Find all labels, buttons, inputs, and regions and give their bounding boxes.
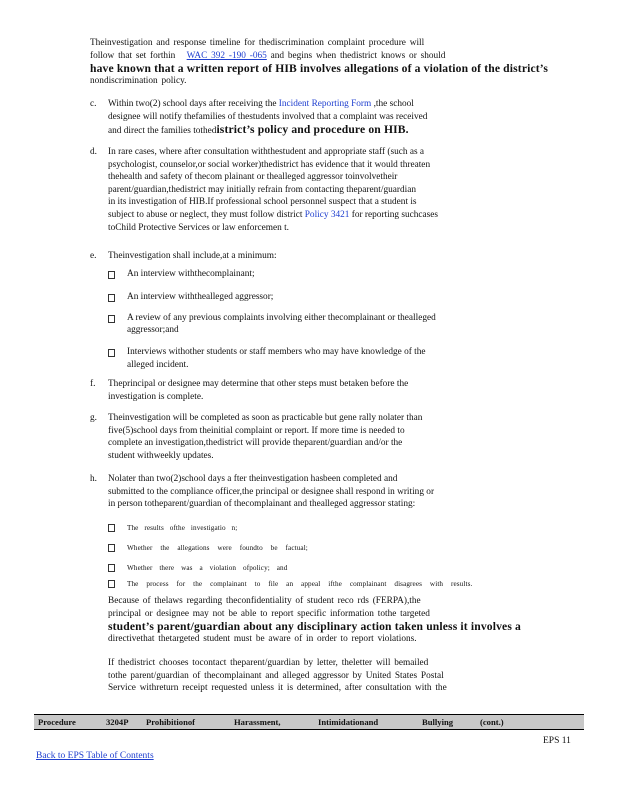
- item-body: [108, 146, 578, 234]
- page-number: EPS 11: [543, 736, 571, 746]
- item-line: Nolater than two(2)school days a fter theinvestigation hasbeen completed and: [108, 474, 398, 484]
- item-text: and direct the families tothed: [108, 126, 217, 137]
- bullet-text: An interview withthealleged aggressor;: [127, 292, 274, 302]
- item-line: investigation is complete.: [108, 391, 204, 402]
- bullet-text: An interview withthecomplainant;: [127, 269, 255, 279]
- item-line: [108, 123, 578, 138]
- item-body: [108, 473, 576, 511]
- para-line: tothe parent/guardian of thecomplainant and alleged aggressor by United States Postal: [108, 670, 444, 681]
- footer-title-part: Harassment,: [234, 717, 281, 727]
- footer-title-part: Bullying: [422, 717, 454, 727]
- bullet-box-icon: [108, 578, 115, 591]
- item-line: [108, 98, 578, 111]
- letter-paragraph: [108, 657, 576, 695]
- item-letter: f.: [90, 379, 96, 389]
- intro-line: [90, 50, 550, 63]
- item-text: Within two(2) school days after receiving the: [108, 99, 277, 109]
- bullet-box-icon: [108, 522, 115, 535]
- bullet-box-icon: [108, 269, 115, 282]
- procedure-footer-bar: [34, 714, 584, 730]
- item-line: complete an investigation,thedistrict will provide theparent/guardian and/or the: [108, 438, 403, 449]
- item-body: [108, 98, 578, 138]
- intro-text: follow that set forthin: [90, 50, 176, 61]
- bullet-box-icon: [108, 542, 115, 555]
- bullet-text: aggressor;and: [127, 325, 179, 335]
- bullet-text: alleged incident.: [127, 360, 189, 370]
- intro-line: have known that a written report of HIB involves allegations of a violation of the district’s: [90, 62, 549, 76]
- item-text: istrict’s policy and procedure on HIB.: [216, 123, 409, 137]
- bullet-box-icon: [108, 562, 115, 575]
- item-line: Theinvestigation will be completed as soon as practicable but gene rally nolater than: [108, 413, 423, 423]
- item-line: In rare cases, where after consultation withthestudent and appropriate staff (such as a: [108, 147, 425, 157]
- para-line: If thedistrict chooses tocontact theparent/guardian by letter, theletter will bemailed: [108, 658, 429, 668]
- item-line: designee will notify thefamilies of thestudents involved that a complaint was received: [108, 111, 428, 122]
- sub-bullet-text: Whether there was a violation ofpolicy; and: [127, 564, 288, 572]
- item-letter: d.: [90, 147, 97, 157]
- footer-cont-label: (cont.): [480, 717, 504, 727]
- intro-text: and begins when thedistrict knows or should: [270, 50, 446, 61]
- incident-reporting-form-link[interactable]: Incident Reporting Form: [278, 99, 372, 109]
- item-body: [108, 412, 578, 462]
- footer-procedure-number: 3204P: [106, 717, 129, 727]
- intro-line: nondiscrimination policy.: [90, 76, 187, 87]
- bullet-text: Interviews withother students or staff members who may have knowledge of the: [127, 347, 426, 357]
- item-text: ,the school: [373, 99, 414, 109]
- item-line: submitted to the compliance officer,the principal or designee shall respond in writing or: [108, 486, 435, 497]
- bullet-box-icon: [108, 313, 115, 326]
- item-text: subject to abuse or neglect, they must follow district: [108, 209, 303, 220]
- back-to-toc-link[interactable]: Back to EPS Table of Contents: [36, 751, 154, 761]
- item-line: thehealth and safety of thecom plainant or thealleged aggressor toinvolvetheir: [108, 172, 398, 183]
- footer-title-part: Intimidationand: [318, 717, 379, 727]
- item-text: for reporting suchcases: [351, 209, 438, 220]
- item-line: psychologist, counselor,or social worker)thedistrict has evidence that it would threaten: [108, 159, 431, 170]
- item-line: five(5)school days from theinitial complaint or report. If more time is needed to: [108, 425, 405, 436]
- item-line: in person totheparent/guardian of thecomplainant and thealleged aggressor stating:: [108, 499, 416, 510]
- item-line: [108, 209, 578, 222]
- footer-title-part: Prohibitionof: [146, 717, 196, 727]
- item-line: in its investigation of HIB.If professional school personnel suspect that a student is: [108, 197, 417, 208]
- para-line: Service withreturn receipt requested unless it is determined, after consultation with the: [108, 683, 447, 694]
- item-letter: h.: [90, 474, 97, 484]
- footer-procedure-label: Procedure: [38, 717, 76, 727]
- item-line: Theprincipal or designee may determine that other steps must betaken before the: [108, 379, 409, 389]
- item-line: toChild Protective Services or law enforcemen t.: [108, 222, 289, 233]
- para-line: student’s parent/guardian about any disciplinary action taken unless it involves a: [108, 620, 521, 634]
- para-line: directivethat thetargeted student must be aware of in order to report violations.: [108, 634, 417, 645]
- confidentiality-paragraph: [108, 595, 576, 646]
- item-line: parent/guardian,thedistrict may initially refrain from contacting theparent/guardian: [108, 184, 416, 195]
- item-body: Theinvestigation shall include,at a minimum:: [108, 251, 277, 261]
- item-line: student withweekly updates.: [108, 450, 214, 461]
- item-letter: e.: [90, 251, 97, 261]
- para-line: principal or designee may not be able to report specific information tothe targeted: [108, 608, 430, 619]
- item-body: [108, 378, 578, 403]
- sub-bullet-text: The process for the complainant to file an appeal ifthe complainant disagrees with results.: [127, 580, 473, 588]
- bullet-text: A review of any previous complaints involving either thecomplainant or thealleged: [127, 313, 436, 323]
- wac-link[interactable]: WAC 392 -190 -065: [186, 50, 267, 61]
- intro-line: Theinvestigation and response timeline for thediscrimination complaint procedure will: [90, 38, 425, 48]
- sub-bullet-text: Whether the allegations were foundto be factual;: [127, 544, 308, 552]
- intro-paragraph: [90, 37, 550, 88]
- sub-bullet-text: The results ofthe investigatio n;: [127, 524, 238, 532]
- bullet-box-icon: [108, 347, 115, 360]
- item-letter: g.: [90, 413, 97, 423]
- item-letter: c.: [90, 99, 97, 109]
- bullet-box-icon: [108, 292, 115, 305]
- policy-3421-link[interactable]: Policy 3421: [304, 209, 350, 220]
- para-line: Because of thelaws regarding theconfidentiality of student reco rds (FERPA),the: [108, 596, 421, 606]
